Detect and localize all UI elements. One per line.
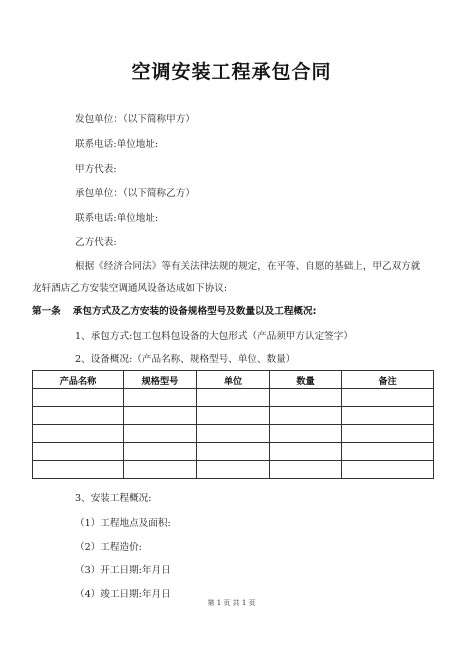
table-cell bbox=[270, 425, 342, 443]
table-row bbox=[33, 425, 434, 443]
table-cell bbox=[33, 443, 124, 461]
table-cell bbox=[33, 425, 124, 443]
subitem-completion-date: （4）竣工日期:年月日 bbox=[75, 589, 171, 600]
contractor-contact-line: 联系电话:单位地址: bbox=[75, 139, 159, 150]
table-row bbox=[33, 389, 434, 407]
table-cell bbox=[124, 425, 197, 443]
party-b-representative-line: 乙方代表: bbox=[75, 237, 117, 248]
table-cell bbox=[197, 425, 270, 443]
header-remarks: 备注 bbox=[342, 371, 434, 389]
table-cell bbox=[342, 443, 434, 461]
item-2-equipment-overview: 2、设备概况:（产品名称、规格型号、单位、数量） bbox=[75, 354, 296, 365]
header-model: 规格型号 bbox=[124, 371, 197, 389]
table-cell bbox=[33, 389, 124, 407]
table-header-row bbox=[33, 371, 434, 389]
intro-paragraph-line-1: 根据《经济合同法》等有关法律法规的规定，在平等、自愿的基础上，甲乙双方就 bbox=[75, 261, 421, 272]
table-cell bbox=[197, 443, 270, 461]
table-cell bbox=[124, 389, 197, 407]
article-1-heading bbox=[32, 303, 316, 317]
table-cell bbox=[124, 407, 197, 425]
page-number-footer: 第 1 页 共 1 页 bbox=[207, 599, 256, 607]
table-cell bbox=[124, 461, 197, 479]
table-cell bbox=[197, 389, 270, 407]
table-cell bbox=[270, 443, 342, 461]
subitem-start-date: （3）开工日期:年月日 bbox=[75, 565, 171, 576]
contractor-party-line: 发包单位：（以下简称甲方） bbox=[75, 114, 195, 125]
header-unit: 单位 bbox=[197, 371, 270, 389]
intro-paragraph-line-2: 龙轩酒店乙方安装空调通风设备达成如下协议: bbox=[32, 283, 228, 294]
equipment-table bbox=[32, 370, 434, 479]
table-cell bbox=[342, 461, 434, 479]
item-3-project-overview: 3、安装工程概况: bbox=[75, 493, 152, 504]
table-cell bbox=[197, 407, 270, 425]
table-cell bbox=[342, 425, 434, 443]
table-cell bbox=[33, 461, 124, 479]
table-cell bbox=[197, 461, 270, 479]
table-row bbox=[33, 443, 434, 461]
table-cell bbox=[270, 389, 342, 407]
subitem-location-area: （1）工程地点及面积: bbox=[75, 518, 171, 529]
table-cell bbox=[342, 407, 434, 425]
document-title: 空调安装工程承包合同 bbox=[131, 61, 332, 83]
party-a-representative-line: 甲方代表: bbox=[75, 164, 117, 175]
subcontractor-contact-line: 联系电话:单位地址: bbox=[75, 213, 159, 224]
article-1-number: 第一条 bbox=[32, 306, 61, 317]
table-cell bbox=[270, 407, 342, 425]
table-row bbox=[33, 461, 434, 479]
table-cell bbox=[270, 461, 342, 479]
table-cell bbox=[342, 389, 434, 407]
header-quantity: 数量 bbox=[270, 371, 342, 389]
subcontractor-party-line: 承包单位：（以下简称乙方） bbox=[75, 188, 195, 199]
article-1-title: 承包方式及乙方安装的设备规格型号及数量以及工程概况: bbox=[72, 306, 317, 317]
header-product-name: 产品名称 bbox=[33, 371, 124, 389]
table-cell bbox=[33, 407, 124, 425]
item-1-contract-method: 1、承包方式:包工包料包设备的大包形式（产品须甲方认定签字） bbox=[75, 331, 353, 342]
table-row bbox=[33, 407, 434, 425]
subitem-project-cost: （2）工程造价: bbox=[75, 542, 142, 553]
table-cell bbox=[124, 443, 197, 461]
